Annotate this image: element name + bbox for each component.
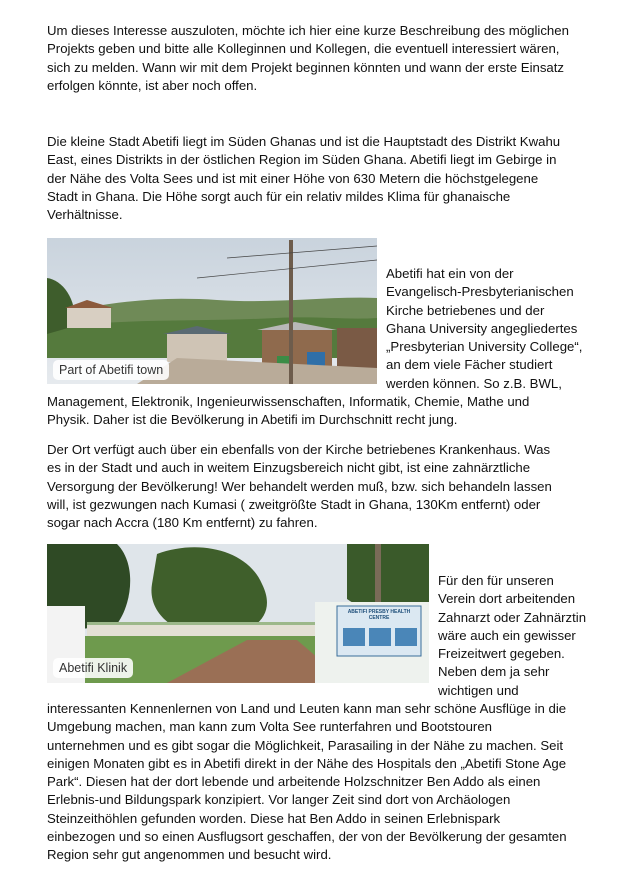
- text-line: an dem viele Fächer studiert: [386, 357, 553, 373]
- text-line: Die kleine Stadt Abetifi liegt im Süden Ghanas und ist die Hauptstadt des Distrikt Kwahu: [47, 134, 561, 149]
- text-line: sogar nach Accra (180 Km entfernt) zu fahren.: [47, 515, 318, 531]
- text-line: unternehmen und es gibt sogar die Möglichkeit, Parasailing in der Nähe zu machen. Seit: [47, 737, 564, 753]
- text-line: einbezogen und so einen Ausflugsort geschaffen, der von der Bevölkerung der gesamten: [47, 829, 567, 845]
- text-line: Verhältnisse.: [47, 207, 123, 223]
- text-line: Management, Elektronik, Ingenieurwissenschaften, Informatik, Chemie, Mathe und: [47, 394, 530, 409]
- text-line: Ghana University angegliedertes: [386, 320, 578, 336]
- intro-paragraph: [47, 22, 595, 95]
- text-line: Umgebung machen, man kann zum Volta See runterfahren und Bootstouren: [47, 719, 492, 735]
- leisure-paragraph-continued: [47, 700, 595, 865]
- text-line: Park“. Diesen hat der dort lebende und arbeitende Holzschnitzer Ben Addo als einen: [47, 774, 541, 790]
- text-line: Erlebnis-und Bildungspark konzipiert. Vor langer Zeit sind dort von Archäologen: [47, 792, 511, 808]
- text-line: es in der Stadt und auch in weitem Einzugsbereich nicht gibt, ist eine zahnärztliche: [47, 460, 531, 476]
- text-line: Für den für unseren: [438, 573, 554, 588]
- text-line: Kirche betriebenes und der: [386, 302, 545, 318]
- text-line: Steinzeithöhlen gefunden worden. Diese hat Ben Addo in seinen Erlebnispark: [47, 810, 501, 826]
- text-line: Der Ort verfügt auch über ein ebenfalls von der Kirche betriebenes Krankenhaus. Was: [47, 442, 551, 457]
- text-line: Abetifi hat ein von der: [386, 266, 514, 281]
- text-line: sich zu melden. Wann wir mit dem Projekt beginnen könnten und wann der erste Einsatz: [47, 59, 565, 75]
- text-line: der Nähe des Volta Sees und ist mit einer Höhe von 630 Metern die höchstgelegene: [47, 170, 539, 186]
- text-line: will, ist gezwungen nach Kumasi ( zweitgrößte Stadt in Ghana, 130Km entfernt) oder: [47, 496, 541, 512]
- text-line: Zahnarzt oder Zahnärztin: [438, 609, 587, 625]
- text-line: erfolgen könnte, ist aber noch offen.: [47, 77, 258, 93]
- clinic-sign-text: ABETIFI PRESBY HEALTH CENTRE: [347, 609, 411, 621]
- text-line: East, eines Distrikts in der östlichen Region im Süden Ghana. Abetifi liegt im Gebirge in: [47, 152, 557, 168]
- text-line: interessanten Kennenlernen von Land und Leuten kann man sehr schöne Ausflüge in die: [47, 701, 567, 716]
- text-line: Freizeitwert gegeben.: [438, 646, 565, 662]
- text-line: Physik. Daher ist die Bevölkerung in Abetifi im Durchschnitt recht jung.: [47, 412, 458, 428]
- town-paragraph: [47, 133, 595, 224]
- hospital-paragraph: [47, 441, 595, 532]
- leisure-side-text: [438, 572, 618, 700]
- text-line: wäre auch ein gewisser: [438, 627, 576, 643]
- text-line: Projekts geben und bitte alle Kolleginnen und Kollegen, die eventuell interessiert wären,: [47, 41, 560, 57]
- clinic-photo: [47, 544, 429, 683]
- college-side-text: [386, 265, 606, 393]
- town-photo-caption: Part of Abetifi town: [53, 360, 169, 380]
- text-line: einigen Monaten gibt es in Abetifi direkt in der Nähe des Hospitals den „Abetifi Stone Age: [47, 755, 567, 771]
- text-line: Neben dem ja sehr: [438, 664, 550, 680]
- text-line: werden können. So z.B. BWL,: [386, 375, 562, 391]
- text-line: wichtigen und: [438, 682, 519, 698]
- town-photo: [47, 238, 377, 384]
- text-line: Um dieses Interesse auszuloten, möchte ich hier eine kurze Beschreibung des möglichen: [47, 23, 569, 38]
- text-line: „Presbyterian University College“,: [386, 339, 583, 355]
- text-line: Verein dort arbeitenden: [438, 591, 576, 607]
- clinic-photo-caption: Abetifi Klinik: [53, 658, 133, 678]
- text-line: Region sehr gut angenommen und besucht wird.: [47, 847, 332, 863]
- text-line: Versorgung der Bevölkerung! Wer behandelt werden muß, bzw. sich behandeln lassen: [47, 478, 552, 494]
- text-line: Evangelisch-Presbyterianischen: [386, 284, 574, 300]
- college-paragraph-continued: [47, 393, 595, 430]
- text-line: Stadt in Ghana. Die Höhe sorgt auch für ein relativ mildes Klima für ghanaische: [47, 188, 511, 204]
